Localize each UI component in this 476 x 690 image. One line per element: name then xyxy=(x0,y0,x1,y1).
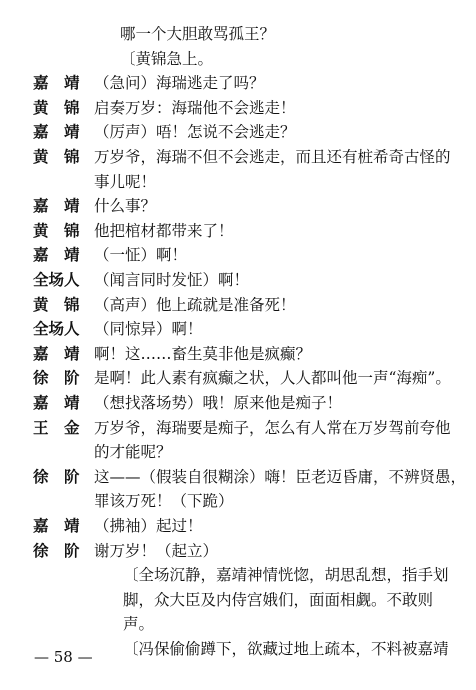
speaker-name: 徐 阶 xyxy=(33,368,80,388)
speaker-name: 王 金 xyxy=(33,417,80,437)
dialogue-text: 的才能呢？ xyxy=(94,443,172,462)
speaker-name: 嘉 靖 xyxy=(33,122,80,142)
stage-direction: 声。 xyxy=(123,615,155,634)
dialogue-text: 是啊！此人素有疯癫之状，人人都叫他一声“海痴”。 xyxy=(94,369,451,388)
speaker-name: 嘉 靖 xyxy=(33,73,80,93)
speaker-name: 黄 锦 xyxy=(33,147,80,166)
dialogue-text: （同惊异）啊！ xyxy=(94,320,203,339)
stage-direction: 哪一个大胆敢骂孤王？ xyxy=(120,25,276,43)
dialogue-text: 事儿呢！ xyxy=(94,172,157,191)
dialogue-text: （拂袖）起过！ xyxy=(94,517,203,535)
dialogue-text: 这——（假装自很糊涂）嗨！臣老迈昏庸，不辨贤愚， xyxy=(94,467,467,486)
dialogue-text: 启奏万岁：海瑞他不会逃走！ xyxy=(94,98,296,117)
dialogue-text: 啊！这……畜生莫非他是疯癫？ xyxy=(94,344,312,363)
speaker-name: 嘉 靖 xyxy=(33,516,80,535)
stage-direction: 〔黄锦急上。 xyxy=(120,49,214,68)
speaker-name: 黄 锦 xyxy=(33,220,80,240)
speaker-name: 全场人 xyxy=(33,270,80,289)
dialogue-text: 谢万岁！（起立） xyxy=(94,541,219,560)
dialogue-text: 他把棺材都带来了！ xyxy=(94,221,234,240)
speaker-name: 徐 阶 xyxy=(33,466,80,486)
dialogue-text: 万岁爷，海瑞不但不会逃走，而且还有桩希奇古怪的 xyxy=(94,148,451,166)
dialogue-text: （厉声）唔！怎说不会逃走？ xyxy=(94,123,296,142)
dialogue-text: （急问）海瑞逃走了吗？ xyxy=(94,74,265,93)
speaker-name: 嘉 靖 xyxy=(33,343,80,363)
page-number: — 58 — xyxy=(34,648,93,666)
dialogue-text: 什么事？ xyxy=(94,197,157,216)
speaker-name: 黄 锦 xyxy=(33,294,80,314)
stage-direction: 〔冯保偷偷蹲下，欲藏过地上疏本，不料被嘉靖 xyxy=(123,640,449,658)
speaker-name: 全场人 xyxy=(33,319,80,339)
dialogue-text: （想找落场势）哦！原来他是痴子！ xyxy=(94,394,343,412)
stage-direction: 脚，众大臣及内侍宫娥们，面面相觑。不敢则 xyxy=(123,590,434,609)
dialogue-text: 罪该万死！（下跪） xyxy=(94,492,234,511)
stage-direction: 〔全场沉静，嘉靖神情恍惚，胡思乱想，指手划 xyxy=(123,566,449,585)
speaker-name: 黄 锦 xyxy=(33,97,80,117)
dialogue-text: （闻言同时发怔）啊！ xyxy=(94,271,250,289)
dialogue-text: （一怔）啊！ xyxy=(94,246,188,265)
dialogue-text: （高声）他上疏就是准备死！ xyxy=(94,295,296,314)
speaker-name: 徐 阶 xyxy=(33,540,80,560)
speaker-name: 嘉 靖 xyxy=(33,393,80,412)
speaker-name: 嘉 靖 xyxy=(33,196,80,216)
speaker-name: 嘉 靖 xyxy=(33,245,80,265)
dialogue-text: 万岁爷，海瑞要是痴子，怎么有人常在万岁驾前夸他 xyxy=(94,418,451,437)
